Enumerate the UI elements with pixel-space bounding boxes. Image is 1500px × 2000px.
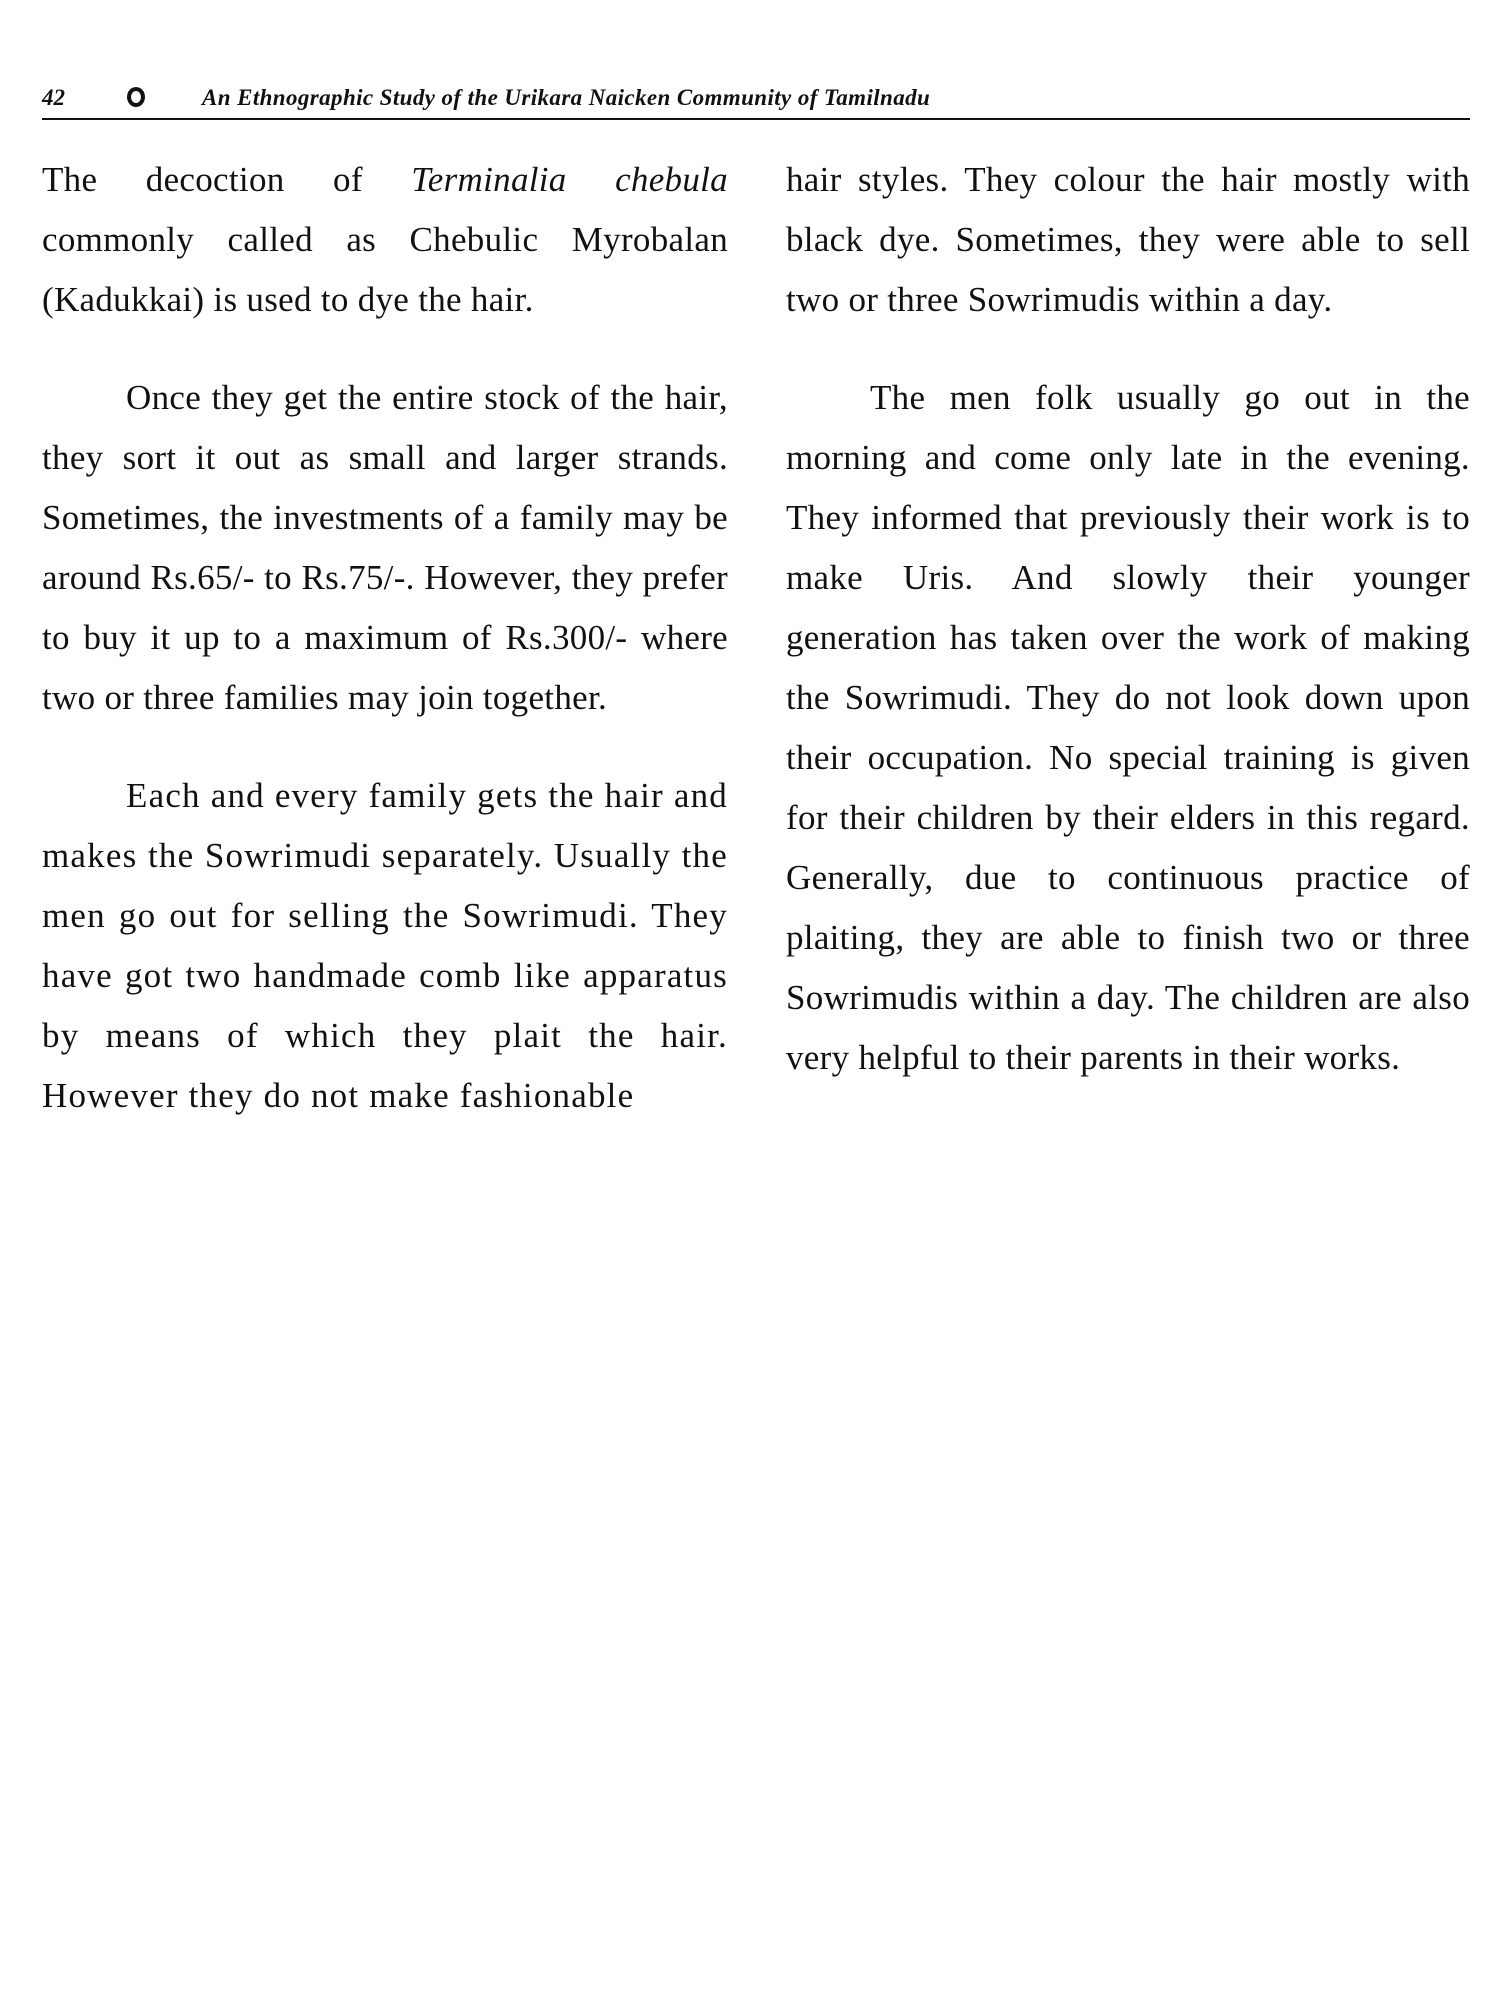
paragraph-hair-styles: hair styles. They colour the hair mostly with black dye. Sometimes, they were able to sell two or three Sowrimudis within a day. (786, 160, 1470, 319)
header-rule (42, 118, 1470, 120)
page-number: 42 (42, 85, 65, 110)
species-name: Terminalia chebula (411, 160, 728, 199)
paragraph-dye (42, 150, 728, 330)
running-header (42, 78, 1468, 118)
right-column (786, 150, 1470, 1126)
circle-bullet-icon (127, 87, 145, 107)
paragraph-family: Each and every family gets the hair and makes the Sowrimudi separately. Usually the men go out for selling the Sowrimudi. They have got two handmade comb like apparatus by means of which they plait the hair. However they do not make fashionable (42, 776, 728, 1115)
left-column (42, 150, 728, 1164)
paragraph-stock: Once they get the entire stock of the hair, they sort it out as small and larger strands. Sometimes, the investments of a family may be around Rs.65/- to Rs.75/-. However, they prefer to buy it up to a maximum of Rs.300/- where two or three families may join together. (42, 378, 728, 717)
paragraph-dye-start: The decoction of (42, 160, 412, 199)
running-title: An Ethnographic Study of the Urikara Naicken Community of Tamilnadu (202, 85, 931, 110)
paragraph-men-folk: The men folk usually go out in the morning and come only late in the evening. They informed that previously their work is to make Uris. And slowly their younger generation has taken over the work of making the Sowrimudi. They do not look down upon their occupation. No special training is given for their children by their elders in this regard. Generally, due to continuous practice of plaiting, they are able to finish two or three Sowrimudis within a day. The children are also very helpful to their parents in their works. (786, 378, 1470, 1077)
paragraph-dye-end: commonly called as Chebulic Myrobalan (Kadukkai) is used to dye the hair. (42, 220, 728, 319)
